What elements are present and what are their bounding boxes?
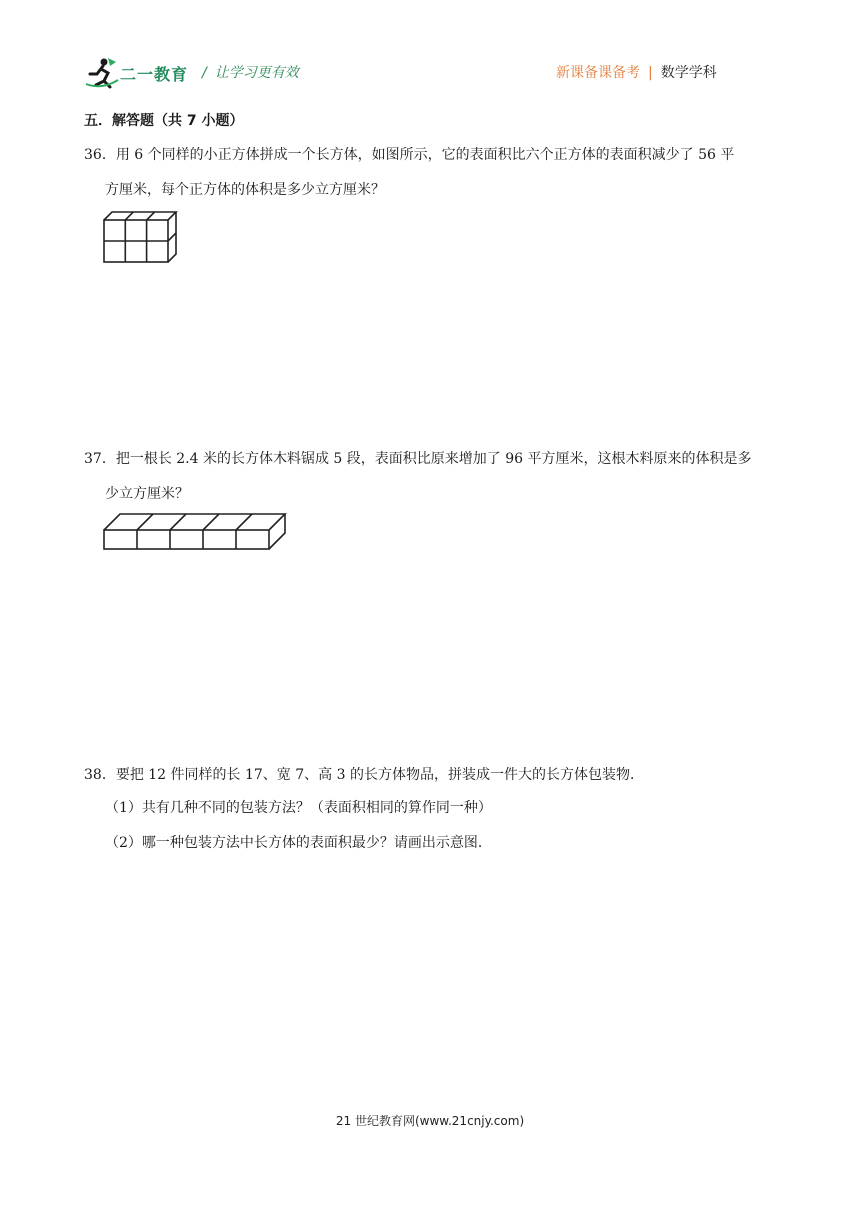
section-title: 五．解答题（共 7 小题） — [84, 113, 244, 129]
course-tagline: 新课备课备考 — [556, 65, 640, 81]
page-header — [0, 0, 860, 100]
subject-name: 数学学科 — [660, 65, 717, 81]
question-36-line-2: 方厘米，每个正方体的体积是多少立方厘米？ — [105, 182, 385, 198]
question-38-part-2: （2）哪一种包装方法中长方体的表面积最少？请画出示意图． — [105, 835, 492, 851]
runner-logo-icon — [84, 56, 120, 90]
page-footer: 21 世纪教育网(www.21cnjy.com) — [335, 1114, 525, 1128]
question-38-part-1: （1）共有几种不同的包装方法？（表面积相同的算作同一种） — [105, 800, 492, 816]
question-38-line-1: 38．要把 12 件同样的长 17、宽 7、高 3 的长方体物品，拼装成一件大的长方体包装物． — [84, 767, 644, 783]
logo-text: 二一教育 — [120, 65, 189, 84]
slogan-slash: / — [202, 65, 207, 81]
question-37-line-1: 37．把一根长 2.4 米的长方体木料锯成 5 段，表面积比原来增加了 96 平方厘米，这根木料原来的体积是多 — [84, 451, 752, 467]
question-36-line-1: 36．用 6 个同样的小正方体拼成一个长方体，如图所示，它的表面积比六个正方体的表面积减少了 56 平 — [84, 147, 735, 163]
question-36-cuboid-figure — [102, 210, 182, 266]
logo — [84, 56, 194, 90]
question-37-line-2: 少立方厘米？ — [105, 486, 189, 502]
slogan-text: 让学习更有效 — [214, 65, 299, 81]
question-37-lumber-figure — [102, 512, 288, 552]
slogan — [202, 62, 299, 82]
subject-label — [556, 62, 717, 82]
header-divider: | — [648, 65, 653, 81]
